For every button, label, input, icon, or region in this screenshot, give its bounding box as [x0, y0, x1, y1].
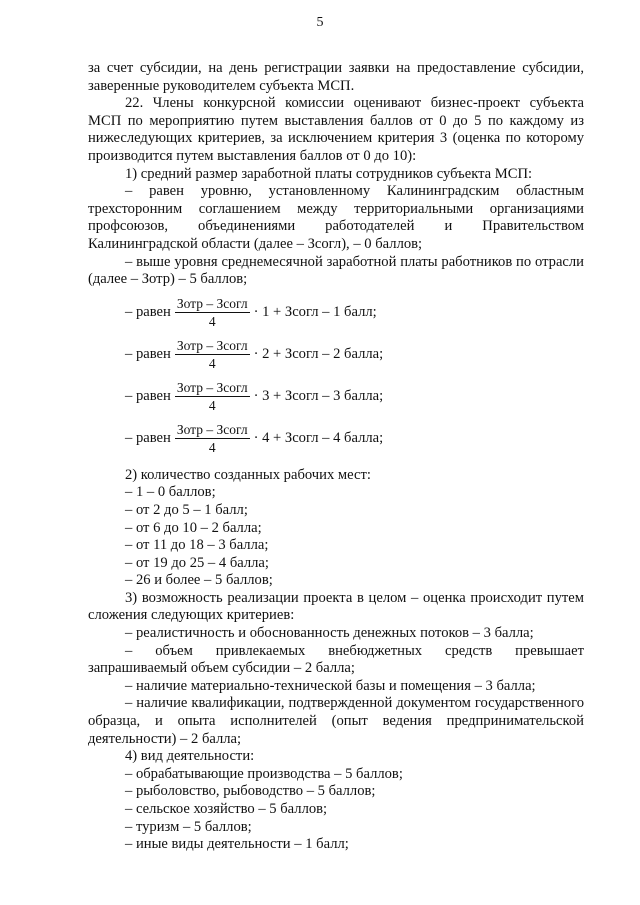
- paragraph-line: заверенные руководителем субъекта МСП.: [88, 77, 355, 94]
- document-body: [88, 60, 584, 854]
- formula-line: [125, 421, 584, 457]
- fraction: [175, 338, 250, 371]
- criterion-3-item: – реалистичность и обоснованность денежных потоков – 3 балла;: [125, 625, 534, 642]
- criterion-4-item: – рыболовство, рыбоводство – 5 баллов;: [125, 783, 376, 800]
- fraction: [175, 380, 250, 413]
- fraction-numerator: Зотр – Зсогл: [176, 380, 248, 396]
- formula-line: [125, 337, 584, 373]
- formula-suffix: · 1 + Зсогл – 1 балл;: [253, 303, 377, 320]
- formula-prefix: – равен: [125, 303, 171, 320]
- paragraph-22: 22. Члены конкурсной комиссии оценивают бизнес-проект субъекта МСП по мероприятию путем выставления баллов от 0 до 5 по каждому из нижеследующих критериев, за исключением критерия 3 (оценка по которому производится путем выставления баллов от 0 до 10):: [88, 95, 584, 164]
- paragraph-line: за счет субсидии, на день регистрации заявки на предоставление субсидии,: [88, 60, 584, 76]
- fraction-denominator: 4: [208, 314, 216, 330]
- criterion-2-item: – 26 и более – 5 баллов;: [125, 572, 273, 589]
- criterion-4-title: 4) вид деятельности:: [125, 748, 255, 765]
- criterion-1-title: 1) средний размер заработной платы сотрудников субъекта МСП:: [125, 165, 533, 182]
- fraction-denominator: 4: [208, 398, 216, 414]
- formula-suffix: · 3 + Зсогл – 3 балла;: [253, 387, 384, 404]
- criterion-4-item: – обрабатывающие производства – 5 баллов;: [125, 765, 403, 782]
- criterion-1-item: – выше уровня среднемесячной заработной платы работников по отрасли (далее – Зотр) – 5 баллов;: [88, 253, 584, 288]
- criterion-2-item: – от 6 до 10 – 2 балла;: [125, 519, 262, 536]
- formula-prefix: – равен: [125, 387, 171, 404]
- criterion-2-item: – от 2 до 5 – 1 балл;: [125, 501, 248, 518]
- formula-prefix: – равен: [125, 345, 171, 362]
- fraction-denominator: 4: [208, 356, 216, 372]
- formula-prefix: – равен: [125, 429, 171, 446]
- fraction-numerator: Зотр – Зсогл: [176, 296, 248, 312]
- criterion-3-title: 3) возможность реализации проекта в целом – оценка происходит путем сложения следующих критериев:: [88, 589, 584, 624]
- criterion-2-item: – от 19 до 25 – 4 балла;: [125, 554, 269, 571]
- criterion-2-item: – от 11 до 18 – 3 балла;: [125, 537, 269, 554]
- criterion-3-item: – наличие материально-технической базы и помещения – 3 балла;: [125, 677, 536, 694]
- formula-suffix: · 2 + Зсогл – 2 балла;: [253, 345, 384, 362]
- criterion-2-item: – 1 – 0 баллов;: [125, 484, 216, 501]
- criterion-3-item: – объем привлекаемых внебюджетных средств превышает запрашиваемый объем субсидии – 2 балла;: [88, 642, 584, 677]
- formula-line: [125, 295, 584, 331]
- page-number: 5: [316, 15, 324, 30]
- fraction-numerator: Зотр – Зсогл: [176, 422, 248, 438]
- criterion-1-item: – равен уровню, установленному Калининградским областным трехсторонним соглашением между территориальными организациями профсоюзов, объединениями работодателей и Правительством Калининградской области (далее – Зсогл), – 0 баллов;: [88, 183, 584, 252]
- criterion-4-item: – иные виды деятельности – 1 балл;: [125, 836, 349, 853]
- fraction-denominator: 4: [208, 440, 216, 456]
- formula-line: [125, 379, 584, 415]
- fraction-numerator: Зотр – Зсогл: [176, 338, 248, 354]
- fraction: [175, 422, 250, 455]
- formula-suffix: · 4 + Зсогл – 4 балла;: [253, 429, 384, 446]
- criterion-4-item: – туризм – 5 баллов;: [125, 818, 252, 835]
- criterion-3-item: – наличие квалификации, подтвержденной документом государственного образца, и опыта исполнителей (опыт ведения предпринимательской деятельности) – 2 балла;: [88, 695, 584, 747]
- criterion-2-title: 2) количество созданных рабочих мест:: [125, 466, 371, 483]
- criterion-4-item: – сельское хозяйство – 5 баллов;: [125, 801, 328, 817]
- fraction: [175, 296, 250, 329]
